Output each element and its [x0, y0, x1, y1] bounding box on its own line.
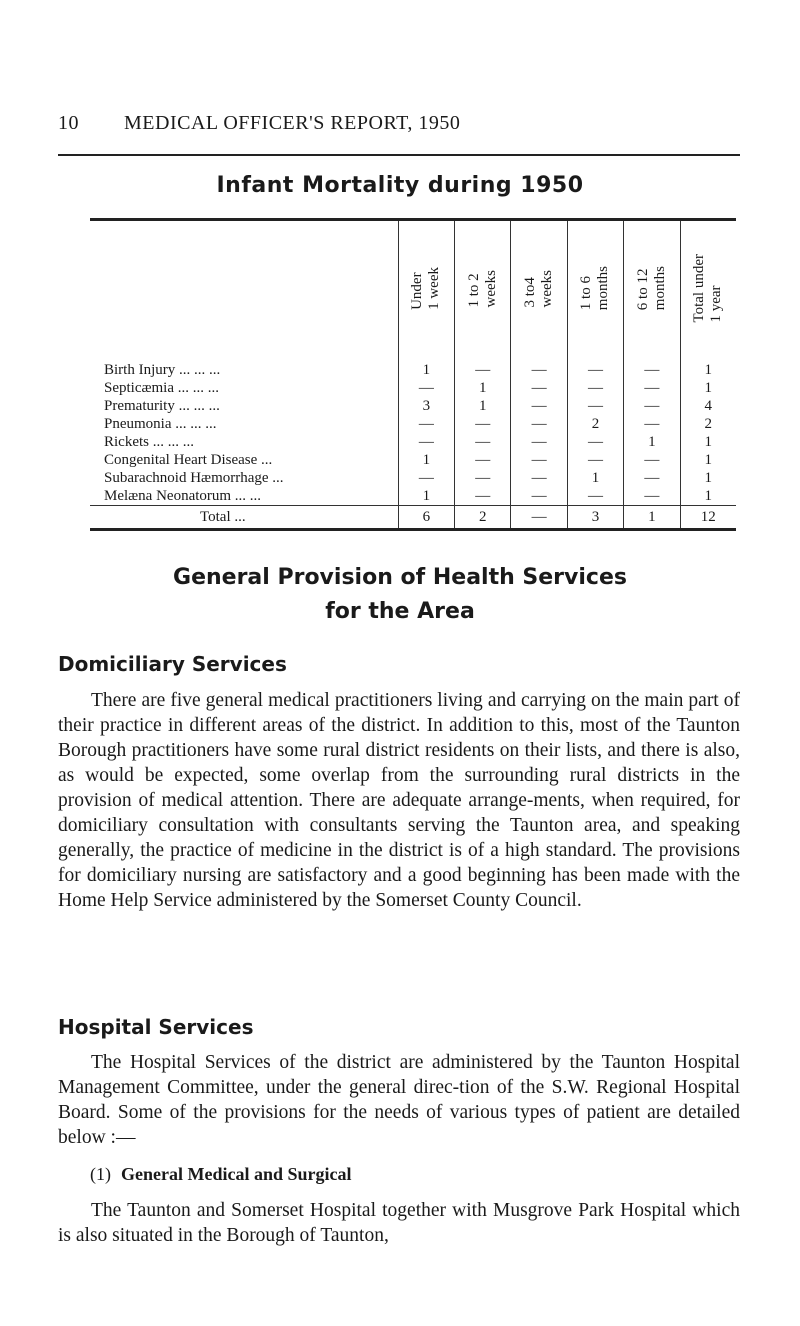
col-header: 1 to 2 weeks — [455, 220, 511, 362]
domiciliary-paragraph: There are five general medical practitioners living and carrying on the main part of their practice in different areas of the district. In addition to this, most of the Taunton Borough practitioners have some rural district residents on their lists, and there is also, as would be expected, some overlap from the surrounding rural districts in the provision of medical attention. There are adequate arrange-ments, when required, for domiciliary consultation with consultants serving the Taunton area, and speaking generally, the practice of medicine in the district is of a high standard. The provisions for domiciliary nursing are satisfactory and a good beginning has been made with the Home Help Service administered by the Somerset County Council. — [58, 690, 740, 911]
table-row — [90, 487, 736, 506]
value-cell: — — [455, 451, 511, 469]
value-cell: — — [511, 487, 567, 506]
value-cell: — — [398, 433, 454, 451]
value-cell: — — [511, 433, 567, 451]
table-title: Infant Mortality during 1950 — [216, 173, 584, 198]
value-cell: — — [455, 469, 511, 487]
table-row — [90, 451, 736, 469]
value-cell: 1 — [455, 397, 511, 415]
value-cell: — — [398, 379, 454, 397]
value-cell: 1 — [680, 451, 736, 469]
total-label: Total ... — [90, 506, 398, 530]
col-header: 3 to4 weeks — [511, 220, 567, 362]
value-cell: — — [455, 415, 511, 433]
value-cell: 1 — [624, 433, 680, 451]
total-cell: 12 — [680, 506, 736, 530]
value-cell: — — [624, 397, 680, 415]
value-cell: 1 — [680, 379, 736, 397]
value-cell: — — [398, 415, 454, 433]
general-medical-title: General Medical and Surgical — [121, 1164, 352, 1184]
value-cell: — — [398, 469, 454, 487]
table-row — [90, 415, 736, 433]
col-header: 1 to 6 months — [567, 220, 623, 362]
value-cell: — — [567, 487, 623, 506]
table-header-row — [90, 220, 736, 362]
value-cell: — — [567, 361, 623, 379]
cause-cell: Prematurity ... ... ... — [104, 398, 220, 414]
value-cell: 1 — [680, 433, 736, 451]
value-cell: — — [624, 415, 680, 433]
col-header: 6 to 12 months — [624, 220, 680, 362]
cause-cell: Rickets ... ... ... — [104, 434, 194, 450]
total-row — [90, 506, 736, 530]
total-cell: 6 — [398, 506, 454, 530]
value-cell: 1 — [398, 361, 454, 379]
table-row — [90, 469, 736, 487]
cause-cell: Subarachnoid Hæmorrhage ... — [104, 470, 284, 486]
cause-cell: Pneumonia ... ... ... — [104, 416, 217, 432]
header-rule — [58, 154, 740, 156]
general-medical-paragraph: The Taunton and Somerset Hospital together with Musgrove Park Hospital which is also situated in the Borough of Taunton, — [58, 1200, 740, 1246]
value-cell: 1 — [398, 451, 454, 469]
hospital-paragraph: The Hospital Services of the district are administered by the Taunton Hospital Management Committee, under the general direc-tion of the S.W. Regional Hospital Board. Some of the provisions for the needs of various types of patient are detailed below :— — [58, 1052, 740, 1148]
value-cell: — — [455, 487, 511, 506]
table-row — [90, 379, 736, 397]
value-cell: — — [624, 379, 680, 397]
section-number: (1) — [90, 1164, 111, 1184]
col-header: Under 1 week — [398, 220, 454, 362]
infant-mortality-table — [90, 218, 736, 531]
value-cell: — — [455, 433, 511, 451]
total-cell: 1 — [624, 506, 680, 530]
value-cell: — — [511, 379, 567, 397]
value-cell: — — [624, 361, 680, 379]
table-row — [90, 433, 736, 451]
value-cell: 2 — [567, 415, 623, 433]
cause-header — [90, 220, 398, 362]
cause-cell: Septicæmia ... ... ... — [104, 380, 219, 396]
cause-cell: Congenital Heart Disease ... — [104, 452, 273, 468]
page-number: 10 — [58, 112, 79, 134]
total-cell: 2 — [455, 506, 511, 530]
value-cell: — — [455, 361, 511, 379]
section-heading-line1: General Provision of Health Services — [173, 565, 627, 590]
value-cell: 2 — [680, 415, 736, 433]
value-cell: 4 — [680, 397, 736, 415]
value-cell: — — [511, 469, 567, 487]
value-cell: — — [567, 451, 623, 469]
value-cell: 1 — [680, 361, 736, 379]
value-cell: — — [567, 433, 623, 451]
value-cell: — — [567, 397, 623, 415]
running-title: MEDICAL OFFICER'S REPORT, 1950 — [124, 112, 461, 134]
value-cell: 3 — [398, 397, 454, 415]
value-cell: — — [511, 451, 567, 469]
section-heading-line2: for the Area — [325, 599, 475, 624]
value-cell: — — [624, 487, 680, 506]
value-cell: 1 — [680, 487, 736, 506]
total-cell: 3 — [567, 506, 623, 530]
page-header — [58, 112, 460, 135]
domiciliary-heading: Domiciliary Services — [58, 652, 287, 676]
value-cell: — — [511, 397, 567, 415]
total-cell: — — [511, 506, 567, 530]
value-cell: — — [624, 451, 680, 469]
value-cell: — — [567, 379, 623, 397]
value-cell: — — [624, 469, 680, 487]
value-cell: 1 — [455, 379, 511, 397]
table-row — [90, 361, 736, 379]
value-cell: — — [511, 361, 567, 379]
value-cell: 1 — [567, 469, 623, 487]
value-cell: 1 — [398, 487, 454, 506]
general-medical-heading — [90, 1164, 351, 1185]
cause-cell: Melæna Neonatorum ... ... — [104, 488, 262, 504]
cause-cell: Birth Injury ... ... ... — [104, 362, 221, 378]
value-cell: 1 — [680, 469, 736, 487]
value-cell: — — [511, 415, 567, 433]
col-header: Total under 1 year — [680, 220, 736, 362]
table-row — [90, 397, 736, 415]
hospital-heading: Hospital Services — [58, 1015, 254, 1039]
